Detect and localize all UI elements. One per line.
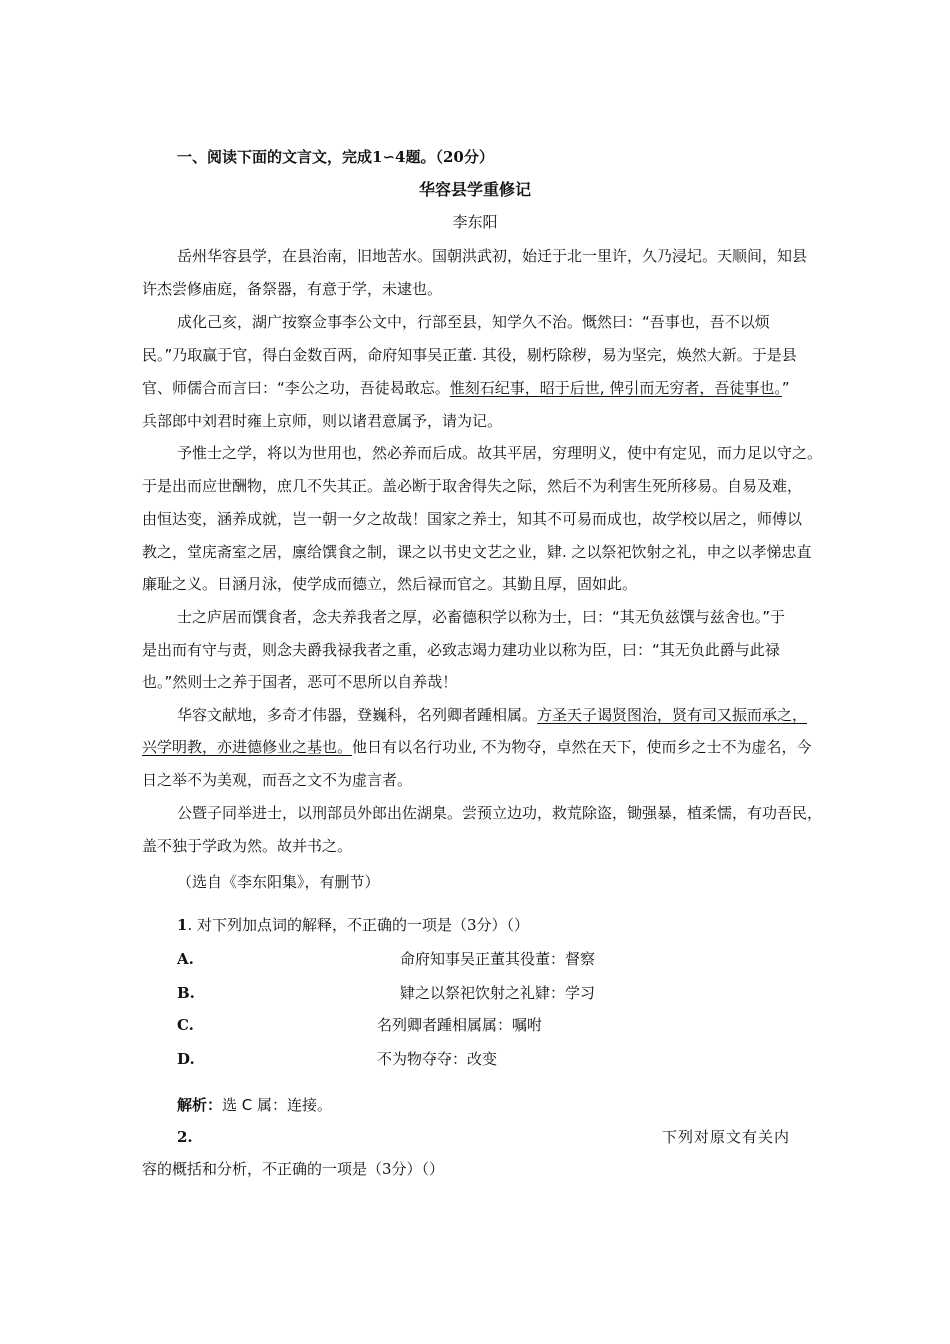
question-1-stem: . 对下列加点词的解释，不正确的一项是（3分）（） [187,916,530,934]
option-a-text: 命府知事吴正董其役董：督察 [400,950,596,968]
paragraph-5-line-1 [177,705,807,725]
question-2-stem-continued: 容的概括和分析，不正确的一项是（3分）（） [142,1160,445,1178]
paragraph-4-line-3: 也。”然则士之养于国者，恶可不思所以自养哉！ [142,673,458,691]
paragraph-3-line-2: 于是出而应世酬物，庶几不失其正。盖必断于取舍得失之际，然后不为利害生死所移易。自易及难， [142,477,803,495]
paragraph-3-line-5: 廉耻之义。日涵月泳，使学成而德立，然后禄而官之。其勤且厚，固如此。 [142,575,638,593]
section-heading: 一、阅读下面的文言文，完成1∽4题。（20分） [177,148,494,166]
option-b-letter: B. [177,984,195,1002]
underlined-sentence-2a: 方圣天子谒贤图治，贤有司又振而承之， [537,706,808,724]
option-a-letter: A. [177,950,194,968]
paragraph-2-line-4: 兵部郎中刘君时雍上京师，则以诸君意属予，请为记。 [142,412,503,430]
paragraph-5-text: 华容文献地，多奇才伟器，登巍科，名列卿者踵相属。 [177,706,538,724]
question-2-number: 2. [177,1128,193,1146]
answer-label: 解析： [177,1096,223,1114]
question-2-stem: 下列对原文有关内 [662,1128,791,1146]
paragraph-3-line-1: 予惟士之学，将以为世用也，然必养而后成。故其平居，穷理明义，使中有定见，而力足以守之。 [177,444,823,462]
paragraph-5-text-2: 他日有以名行功业, 不为物夺，卓然在天下，使而乡之士不为虚名，今 [352,738,812,756]
question-1 [177,915,529,935]
paragraph-6-line-1: 公暨子同举进士，以刑部员外郎出佐湖臬。尝预立边功，救荒除盗，锄强暴，植柔懦，有功吾民， [177,804,823,822]
option-d-text: 不为物夺夺：改变 [377,1050,498,1068]
answer-text: 选 C 属：连接。 [222,1096,333,1114]
paragraph-2-line-1: 成化己亥，湖广按察佥事李公文中，行部至县，知学久不治。慨然曰：“吾事也，吾不以烦 [177,313,770,331]
passage-author: 李东阳 [452,213,498,231]
underlined-sentence-1: 惟刻石纪事，昭于后世, 俾引而无穷者，吾徒事也。 [449,379,782,397]
paragraph-2-text: 官、师儒合而言曰：“李公之功，吾徒曷敢忘。 [142,379,450,397]
paragraph-1-line-2: 许杰尝修庙庭，备祭器，有意于学，未逮也。 [142,280,443,298]
option-b-text: 肄之以祭祀饮射之礼肄：学习 [400,984,596,1002]
paragraph-2-line-3 [142,378,790,398]
paragraph-5-line-3: 日之举不为美观，而吾之文不为虚言者。 [142,771,413,789]
paragraph-2-line-2: 民。”乃取赢于官，得白金数百两，命府知事吴正董. 其役，剔朽除秽，易为坚完，焕然大新。于是县 [142,346,797,364]
paragraph-5-line-2 [142,737,812,757]
paragraph-1-line-1: 岳州华容县学，在县治南，旧地苦水。国朝洪武初，始迁于北一里许，久乃浸圮。天顺间，知县 [177,247,808,265]
paragraph-3-line-3: 由恒达变，涵养成就，岂一朝一夕之故哉！国家之养士，知其不可易而成也，故学校以居之，师傅以 [142,510,803,528]
underlined-sentence-2b: 兴学明教，亦进德修业之基也。 [142,738,353,756]
paragraph-4-line-2: 是出而有守与责，则念夫爵我禄我者之重，必致志竭力建功业以称为臣，曰：“其无负此爵与此禄 [142,641,780,659]
answer-analysis [177,1095,332,1115]
paragraph-6-line-2: 盖不独于学政为然。故并书之。 [142,837,353,855]
option-d-letter: D. [177,1050,195,1068]
question-1-number: 1 [177,916,188,934]
passage-source: （选自《李东阳集》，有删节） [177,873,380,891]
paragraph-3-line-4: 教之，堂庑斋室之居，廪给馔食之制，课之以书史文艺之业，肄. 之以祭祀饮射之礼，申之以孝悌忠直 [142,543,812,561]
option-c-letter: C. [177,1016,194,1034]
closing-quote: ” [781,379,790,397]
paragraph-4-line-1: 士之庐居而馔食者，念夫养我者之厚，必畜德积学以称为士，曰：“其无负兹馔与兹舍也。”于 [177,608,786,626]
passage-title: 华容县学重修记 [418,180,531,199]
option-c-text: 名列卿者踵相属属：嘱咐 [377,1016,543,1034]
